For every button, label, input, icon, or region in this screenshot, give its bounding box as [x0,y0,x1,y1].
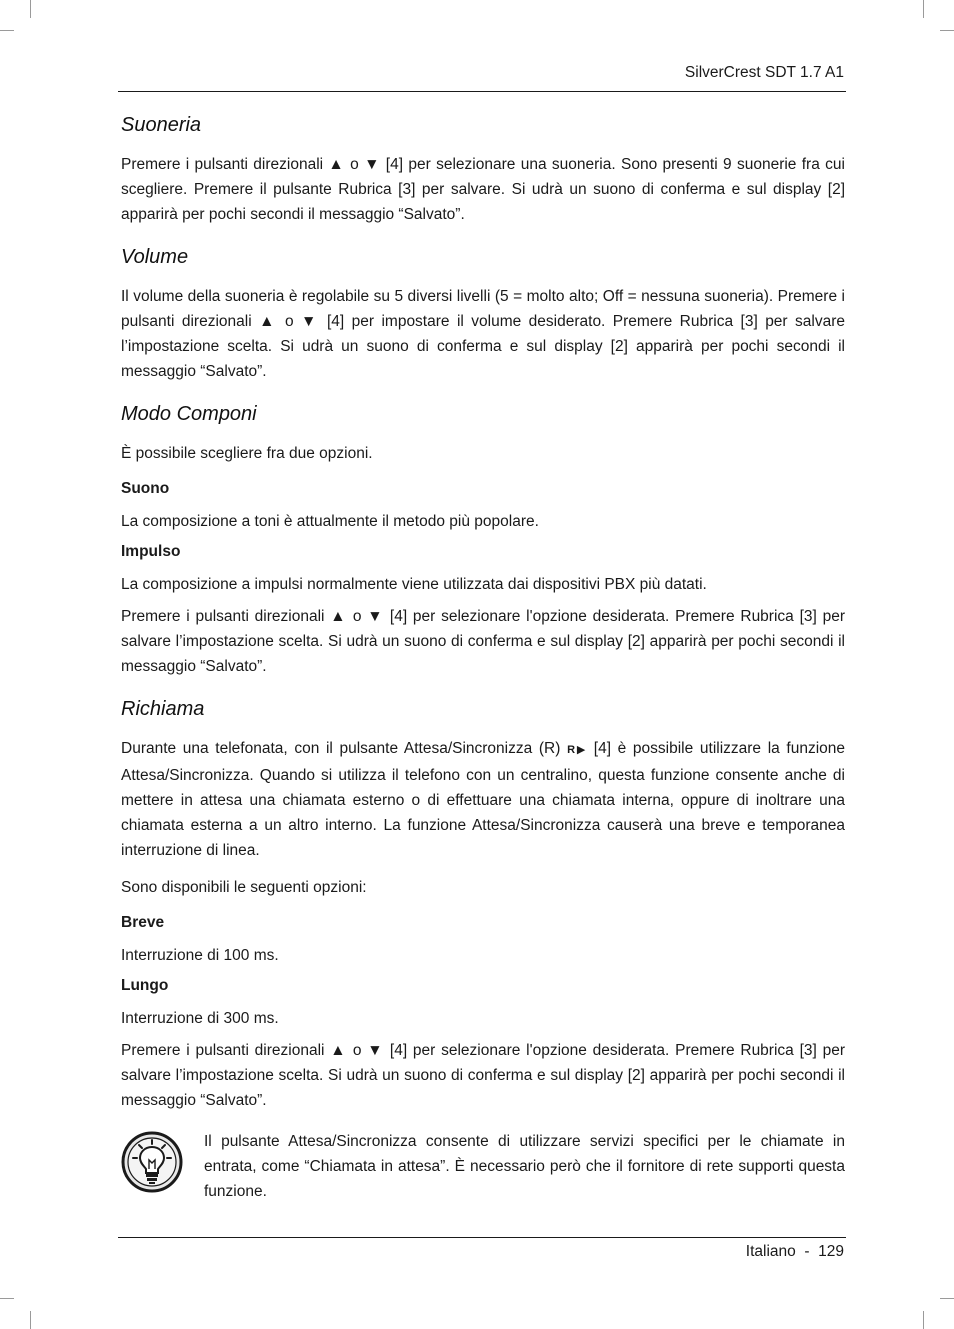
label-suono: Suono [121,480,170,497]
paragraph-modo-instructions: Premere i pulsanti direzionali ▲ o ▼ [4] per selezionare l'opzione desiderata. Premere Rubrica [3] per salvare l’impostazione scelta. Si udrà un suono di conferma e sul display [2] apparirà per pochi secondi il messaggio “Salvato”. [121,608,845,675]
lightbulb-icon [121,1131,183,1193]
section-modo-componi [121,401,845,679]
footer-rule [118,1237,846,1238]
richiama-text-a: Durante una telefonata, con il pulsante Attesa/Sincronizza (R) [121,740,561,757]
r-key-icon: R▶ [567,744,588,756]
paragraph-suono: La composizione a toni è attualmente il metodo più popolare. [121,513,539,530]
heading-suoneria: Suoneria [121,114,202,136]
paragraph-richiama-options-intro: Sono disponibili le seguenti opzioni: [121,879,367,896]
page-content [121,112,845,1209]
paragraph-modo-intro: È possibile scegliere fra due opzioni. [121,445,373,462]
crop-mark [940,1298,954,1299]
richiama-text-b: [4] è possibile utilizzare la funzione Attesa/Sincronizza. Quando si utilizza il telefono con un centralino, questa funzione consente anche di mettere in attesa una chiamata esterno o di effettuare una chiamata interna, oppure di inoltrare una chiamata esterna a un altro interno. La funzione Attesa/Sincronizza causerà una breve e temporanea interruzione di linea. [121,740,845,859]
heading-richiama: Richiama [121,698,205,720]
heading-modo-componi: Modo Componi [121,403,257,425]
section-richiama [121,696,845,1113]
paragraph-impulso: La composizione a impulsi normalmente viene utilizzata dai dispositivi PBX più datati. [121,576,707,593]
crop-mark [30,1311,31,1329]
section-suoneria [121,112,845,227]
label-impulso: Impulso [121,543,181,560]
paragraph-lungo: Interruzione di 300 ms. [121,1010,279,1027]
crop-mark [0,1298,14,1299]
header-rule [118,91,846,92]
paragraph-suoneria: Premere i pulsanti direzionali ▲ o ▼ [4] per selezionare una suoneria. Sono presenti 9 suonerie fra cui scegliere. Premere il pulsante Rubrica [3] per salvare. Si udrà un suono di conferma e sul display [2] apparirà per pochi secondi il messaggio “Salvato”. [121,156,845,223]
crop-mark [923,0,924,18]
crop-mark [0,30,14,31]
paragraph-breve: Interruzione di 100 ms. [121,947,279,964]
crop-mark [30,0,31,18]
label-breve: Breve [121,914,165,931]
paragraph-richiama [121,736,845,863]
tip-box [121,1129,845,1209]
section-volume [121,244,845,384]
label-lungo: Lungo [121,977,169,994]
crop-mark [940,30,954,31]
crop-mark [923,1311,924,1329]
tip-text: Il pulsante Attesa/Sincronizza consente di utilizzare servizi specifici per le chiamate in entrata, come “Chiamata in attesa”. È necessario però che il fornitore di rete supporti questa funzione. [204,1133,845,1200]
heading-volume: Volume [121,246,189,268]
paragraph-richiama-instructions: Premere i pulsanti direzionali ▲ o ▼ [4] per selezionare l'opzione desiderata. Premere Rubrica [3] per salvare l’impostazione scelta. Si udrà un suono di conferma e sul display [2] apparirà per pochi secondi il messaggio “Salvato”. [121,1042,845,1109]
page-header-title: SilverCrest SDT 1.7 A1 [684,64,844,81]
page-footer: Italiano - 129 [745,1243,844,1260]
paragraph-volume: Il volume della suoneria è regolabile su 5 diversi livelli (5 = molto alto; Off = nessuna suoneria). Premere i pulsanti direzionali ▲ o ▼ [4] per impostare il volume desiderato. Premere Rubrica [3] per salvare l’impostazione scelta. Si udrà un suono di conferma e sul display [2] apparirà per pochi secondi il messaggio “Salvato”. [121,288,845,380]
